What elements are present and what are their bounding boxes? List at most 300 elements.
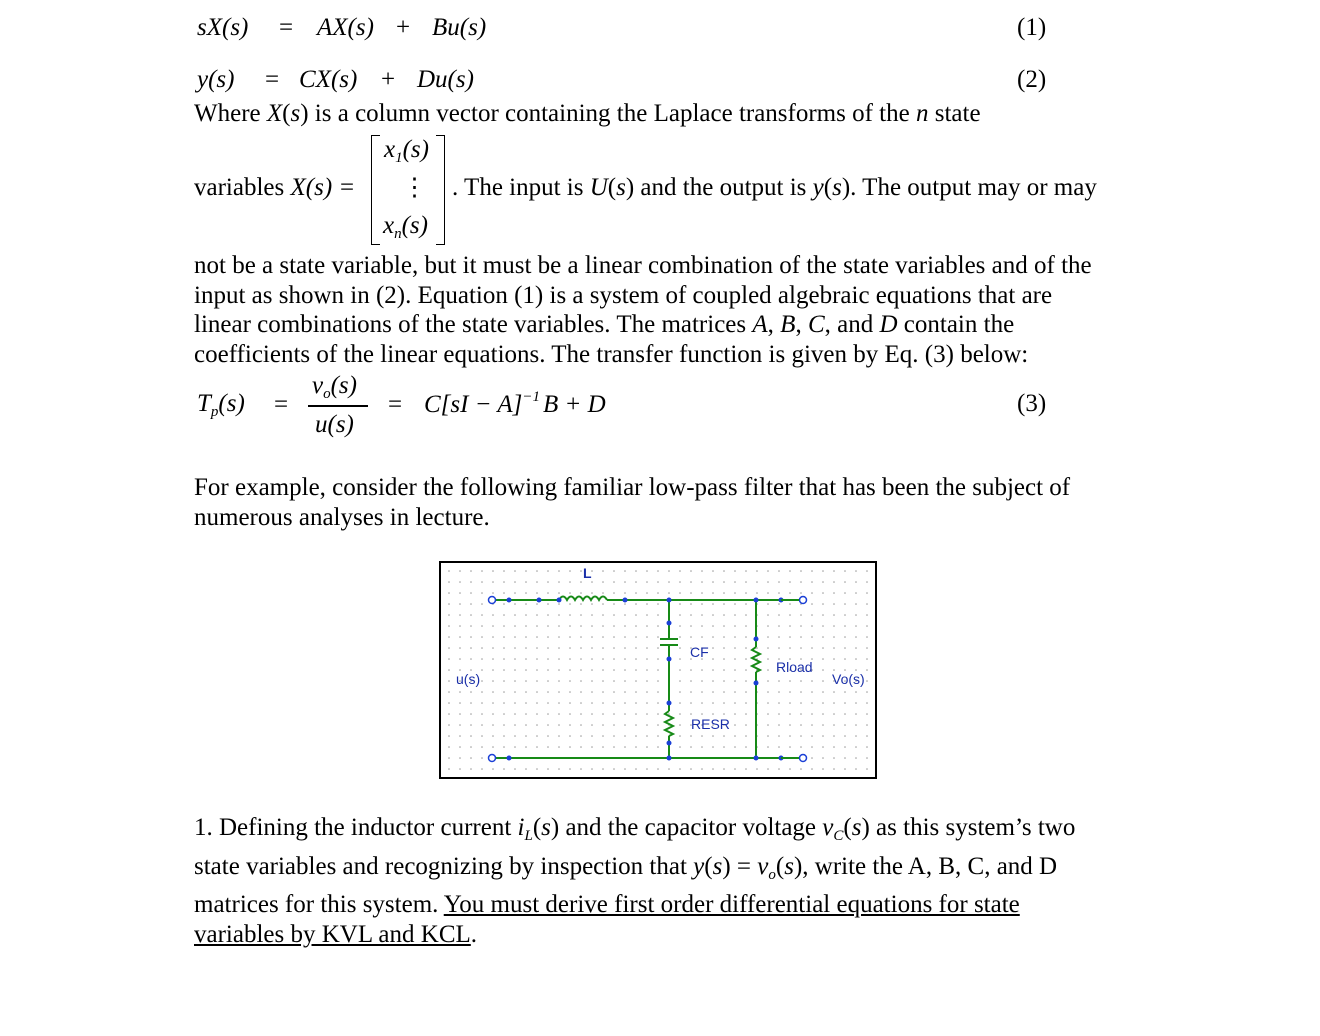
grid-dot <box>712 603 714 605</box>
grid-dot <box>646 647 648 649</box>
grid-dot <box>800 702 802 704</box>
grid-dot <box>591 658 593 660</box>
grid-dot <box>789 603 791 605</box>
label-CF: CF <box>690 644 709 660</box>
grid-dot <box>767 570 769 572</box>
grid-dot <box>569 768 571 770</box>
grid-dot <box>646 669 648 671</box>
grid-dot <box>613 735 615 737</box>
grid-dot <box>514 614 516 616</box>
node <box>667 621 672 626</box>
grid-dot <box>690 713 692 715</box>
grid-dot <box>822 636 824 638</box>
grid-dot <box>668 570 670 572</box>
grid-dot <box>613 713 615 715</box>
grid-dot <box>646 735 648 737</box>
grid-dot <box>789 724 791 726</box>
eq2-number: (2) <box>1017 66 1047 93</box>
grid-dot <box>602 702 604 704</box>
grid-dot <box>613 647 615 649</box>
grid-dot <box>712 746 714 748</box>
grid-dot <box>448 691 450 693</box>
grid-dot <box>734 592 736 594</box>
paragraph-line: coefficients of the linear equations. The transfer function is given by Eq. (3) below: <box>194 340 1029 368</box>
grid-dot <box>800 768 802 770</box>
terminal-output-top <box>800 597 807 604</box>
grid-dot <box>547 702 549 704</box>
grid-dot <box>525 581 527 583</box>
grid-dot <box>569 636 571 638</box>
grid-dot <box>525 735 527 737</box>
grid-dot <box>481 680 483 682</box>
grid-dot <box>635 625 637 627</box>
grid-dot <box>547 625 549 627</box>
grid-dot <box>624 735 626 737</box>
grid-dot <box>690 746 692 748</box>
grid-dot <box>591 636 593 638</box>
grid-dot <box>558 614 560 616</box>
grid-dot <box>492 658 494 660</box>
grid-dot <box>580 658 582 660</box>
grid-dot <box>635 746 637 748</box>
grid-dot <box>800 713 802 715</box>
grid-dot <box>470 735 472 737</box>
grid-dot <box>778 680 780 682</box>
grid-dot <box>448 768 450 770</box>
grid-dot <box>800 647 802 649</box>
circuit-wires <box>495 597 781 759</box>
grid-dot <box>745 724 747 726</box>
grid-dot <box>822 746 824 748</box>
grid-dot <box>855 713 857 715</box>
grid-dot <box>723 746 725 748</box>
grid-dot <box>646 724 648 726</box>
grid-dot <box>492 746 494 748</box>
eq3-fraction-bar <box>308 405 368 407</box>
grid-dot <box>767 603 769 605</box>
grid-dot <box>866 735 868 737</box>
grid-dot <box>613 702 615 704</box>
grid-dot <box>547 592 549 594</box>
grid-dot <box>679 680 681 682</box>
grid-dot <box>459 735 461 737</box>
grid-dot <box>646 614 648 616</box>
grid-dot <box>624 702 626 704</box>
grid-dot <box>833 713 835 715</box>
grid-dot <box>558 625 560 627</box>
paragraph-line: For example, consider the following familiar low-pass filter that has been the subject of <box>194 474 1071 501</box>
grid-dot <box>789 647 791 649</box>
grid-dot <box>591 680 593 682</box>
grid-dot <box>635 592 637 594</box>
grid-dot <box>701 702 703 704</box>
grid-dot <box>448 658 450 660</box>
grid-dot <box>833 603 835 605</box>
grid-dot <box>778 570 780 572</box>
grid-dot <box>844 735 846 737</box>
grid-dot <box>448 614 450 616</box>
grid-dot <box>481 669 483 671</box>
grid-dot <box>778 592 780 594</box>
grid-dot <box>844 746 846 748</box>
grid-dot <box>624 724 626 726</box>
grid-dot <box>536 647 538 649</box>
grid-dot <box>811 702 813 704</box>
grid-dot <box>679 614 681 616</box>
grid-dot <box>459 691 461 693</box>
grid-dot <box>547 636 549 638</box>
grid-dot <box>789 614 791 616</box>
grid-dot <box>470 757 472 759</box>
grid-dot <box>503 625 505 627</box>
grid-dot <box>712 702 714 704</box>
grid-dot <box>569 735 571 737</box>
grid-dot <box>855 724 857 726</box>
grid-dot <box>558 768 560 770</box>
grid-dot <box>811 570 813 572</box>
grid-dot <box>514 658 516 660</box>
grid-dot <box>635 636 637 638</box>
grid-dot <box>657 768 659 770</box>
grid-dot <box>844 757 846 759</box>
grid-dot <box>580 614 582 616</box>
grid-dot <box>668 592 670 594</box>
paragraph-line: matrices for this system. You must derive first order differential equations for state <box>194 891 1020 919</box>
grid-dot <box>657 570 659 572</box>
grid-dot <box>767 735 769 737</box>
grid-dot <box>657 614 659 616</box>
grid-dot <box>580 691 582 693</box>
grid-dot <box>558 724 560 726</box>
grid-dot <box>679 691 681 693</box>
grid-dot <box>635 669 637 671</box>
grid-dot <box>833 625 835 627</box>
grid-dot <box>701 735 703 737</box>
grid-dot <box>811 581 813 583</box>
grid-dot <box>734 636 736 638</box>
grid-dot <box>833 658 835 660</box>
grid-dot <box>679 713 681 715</box>
eq1-lhs: sX(s) <box>197 14 249 41</box>
grid-dot <box>822 625 824 627</box>
grid-dot <box>712 691 714 693</box>
grid-dot <box>789 592 791 594</box>
grid-dot <box>613 691 615 693</box>
grid-dot <box>448 581 450 583</box>
eq1-rhs-a: AX(s) <box>317 14 374 41</box>
grid-dot <box>800 592 802 594</box>
grid-dot <box>591 691 593 693</box>
grid-dot <box>866 691 868 693</box>
grid-dot <box>613 625 615 627</box>
paragraph-line: state variables and recognizing by inspection that $y(s) = v_o(s)$, write the A, B, C, and D <box>194 852 1058 883</box>
grid-dot <box>844 702 846 704</box>
grid-dot <box>756 570 758 572</box>
grid-dot <box>525 746 527 748</box>
grid-dot <box>833 768 835 770</box>
grid-dot <box>679 647 681 649</box>
grid-dot <box>866 603 868 605</box>
grid-dot <box>448 647 450 649</box>
grid-dot <box>580 570 582 572</box>
grid-dot <box>745 680 747 682</box>
grid-dot <box>558 735 560 737</box>
matrix-entry-xn: $x_n(s)$ <box>383 212 428 242</box>
grid-dot <box>448 603 450 605</box>
grid-dot <box>866 746 868 748</box>
grid-dot <box>690 614 692 616</box>
grid-dot <box>580 647 582 649</box>
grid-dot <box>635 713 637 715</box>
grid-dot <box>690 581 692 583</box>
grid-dot <box>690 669 692 671</box>
grid-dot <box>525 702 527 704</box>
node <box>507 756 512 761</box>
terminal-output-bottom <box>800 755 807 762</box>
grid-dot <box>789 746 791 748</box>
grid-dot <box>602 691 604 693</box>
grid-dot <box>844 625 846 627</box>
grid-dot <box>778 768 780 770</box>
grid-dot <box>525 768 527 770</box>
grid-dot <box>767 746 769 748</box>
grid-dot <box>503 614 505 616</box>
input-output-line: . The input is U(s) and the output is y(s). The output may or may <box>452 174 1097 201</box>
grid-dot <box>503 647 505 649</box>
grid-dot <box>613 724 615 726</box>
grid-dot <box>734 713 736 715</box>
grid-dot <box>690 570 692 572</box>
grid-dot <box>448 592 450 594</box>
grid-dot <box>536 592 538 594</box>
node <box>667 756 672 761</box>
grid-dot <box>503 768 505 770</box>
grid-dot <box>778 647 780 649</box>
grid-dot <box>514 625 516 627</box>
grid-dot <box>547 691 549 693</box>
grid-dot <box>833 757 835 759</box>
grid-dot <box>492 669 494 671</box>
grid-dot <box>822 768 824 770</box>
grid-dot <box>701 680 703 682</box>
grid-dot <box>448 757 450 759</box>
grid-dot <box>536 724 538 726</box>
grid-dot <box>470 691 472 693</box>
grid-dot <box>679 625 681 627</box>
grid-dot <box>800 691 802 693</box>
grid-dot <box>712 669 714 671</box>
grid-dot <box>690 691 692 693</box>
grid-dot <box>734 570 736 572</box>
eq2-equals: = <box>265 66 280 93</box>
grid-dot <box>459 570 461 572</box>
grid-dot <box>503 735 505 737</box>
grid-dot <box>470 724 472 726</box>
grid-dot <box>635 680 637 682</box>
grid-dot <box>833 702 835 704</box>
eq1-rhs-b: Bu(s) <box>432 14 487 41</box>
grid-dot <box>679 669 681 671</box>
grid-dot <box>514 680 516 682</box>
grid-dot <box>734 691 736 693</box>
label-input: u(s) <box>456 671 481 687</box>
grid-dot <box>778 735 780 737</box>
grid-dot <box>547 603 549 605</box>
grid-dot <box>624 647 626 649</box>
grid-dot <box>470 614 472 616</box>
grid-dot <box>481 658 483 660</box>
grid-dot <box>800 746 802 748</box>
grid-dot <box>800 680 802 682</box>
paragraph-line: linear combinations of the state variables. The matrices A, B, C, and D contain the <box>194 311 1015 339</box>
grid-dot <box>591 625 593 627</box>
grid-dot <box>690 680 692 682</box>
grid-dot <box>569 570 571 572</box>
grid-dot <box>723 680 725 682</box>
grid-dot <box>657 636 659 638</box>
grid-dot <box>745 658 747 660</box>
grid-dot <box>767 702 769 704</box>
grid-dot <box>602 735 604 737</box>
grid-dot <box>481 691 483 693</box>
grid-dot <box>756 581 758 583</box>
grid-dot <box>558 603 560 605</box>
grid-dot <box>734 581 736 583</box>
grid-dot <box>723 570 725 572</box>
grid-dot <box>657 746 659 748</box>
grid-dot <box>767 691 769 693</box>
grid-dot <box>558 647 560 649</box>
grid-dot <box>448 625 450 627</box>
paragraph-line: not be a state variable, but it must be a linear combination of the state variables and of the <box>194 252 1092 279</box>
grid-dot <box>569 724 571 726</box>
grid-dot <box>855 592 857 594</box>
label-Rload: Rload <box>776 659 813 675</box>
grid-dot <box>624 603 626 605</box>
grid-dot <box>448 746 450 748</box>
grid-dot <box>811 603 813 605</box>
grid-dot <box>778 746 780 748</box>
grid-dot <box>481 614 483 616</box>
grid-dot <box>481 757 483 759</box>
grid-dot <box>778 691 780 693</box>
grid-dot <box>657 702 659 704</box>
grid-dot <box>536 735 538 737</box>
grid-dot <box>514 768 516 770</box>
variables-label: variables X(s) = <box>194 174 356 201</box>
grid-dot <box>789 680 791 682</box>
grid-dot <box>547 570 549 572</box>
grid-dot <box>734 614 736 616</box>
grid-dot <box>536 669 538 671</box>
eq2-lhs: y(s) <box>197 66 235 93</box>
grid-dot <box>855 581 857 583</box>
grid-dot <box>569 702 571 704</box>
grid-dot <box>602 680 604 682</box>
grid-dot <box>855 636 857 638</box>
grid-dot <box>668 713 670 715</box>
grid-dot <box>624 625 626 627</box>
node <box>667 598 672 603</box>
grid-dot <box>844 636 846 638</box>
grid-dot <box>635 570 637 572</box>
grid-dot <box>800 614 802 616</box>
grid-dot <box>558 702 560 704</box>
grid-dot <box>679 581 681 583</box>
node <box>537 598 542 603</box>
grid-dot <box>723 691 725 693</box>
grid-dot <box>580 625 582 627</box>
grid-dot <box>811 724 813 726</box>
grid-dot <box>547 581 549 583</box>
grid-dot <box>855 647 857 649</box>
grid-dot <box>822 680 824 682</box>
grid-dot <box>701 691 703 693</box>
grid-dot <box>657 691 659 693</box>
grid-dot <box>547 669 549 671</box>
rload-zigzag <box>752 647 760 672</box>
grid-dot <box>459 636 461 638</box>
grid-dot <box>701 581 703 583</box>
grid-dot <box>789 581 791 583</box>
grid-dot <box>558 746 560 748</box>
eq2-rhs-a: CX(s) <box>299 66 358 93</box>
grid-dot <box>514 724 516 726</box>
grid-dot <box>569 614 571 616</box>
grid-dot <box>657 724 659 726</box>
grid-dot <box>844 647 846 649</box>
grid-dot <box>712 570 714 572</box>
grid-dot <box>767 680 769 682</box>
grid-dot <box>646 768 648 770</box>
grid-dot <box>547 614 549 616</box>
grid-dot <box>459 713 461 715</box>
grid-dot <box>701 636 703 638</box>
grid-dot <box>569 691 571 693</box>
grid-dot <box>602 614 604 616</box>
grid-dot <box>844 724 846 726</box>
grid-dot <box>558 658 560 660</box>
grid-dot <box>459 658 461 660</box>
grid-dot <box>811 592 813 594</box>
grid-dot <box>459 724 461 726</box>
grid-dot <box>646 570 648 572</box>
grid-dot <box>646 691 648 693</box>
grid-dot <box>646 603 648 605</box>
grid-dot <box>833 746 835 748</box>
grid-dot <box>712 625 714 627</box>
grid-dot <box>580 724 582 726</box>
grid-dot <box>778 724 780 726</box>
grid-dot <box>591 669 593 671</box>
grid-dot <box>712 658 714 660</box>
grid-dot <box>569 713 571 715</box>
grid-dot <box>734 625 736 627</box>
grid-dot <box>855 614 857 616</box>
grid-dot <box>470 625 472 627</box>
grid-dot <box>646 680 648 682</box>
grid-dot <box>558 592 560 594</box>
grid-dot <box>756 592 758 594</box>
grid-dot <box>822 614 824 616</box>
grid-dot <box>734 702 736 704</box>
grid-dot <box>481 592 483 594</box>
grid-dot <box>470 636 472 638</box>
where-line: Where X(s) is a column vector containing the Laplace transforms of the n state <box>194 100 981 127</box>
grid-dot <box>503 581 505 583</box>
grid-dot <box>745 702 747 704</box>
grid-dot <box>635 735 637 737</box>
